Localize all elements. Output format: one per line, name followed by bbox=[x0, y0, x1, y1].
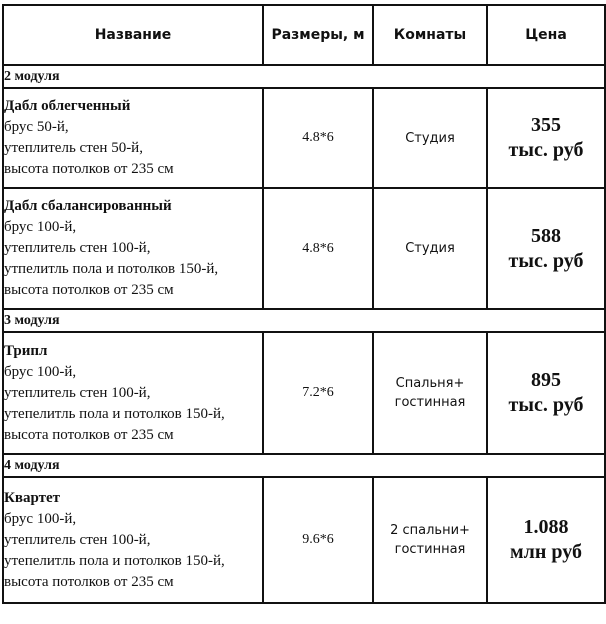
section-title: 4 модуля bbox=[3, 454, 605, 477]
house-title: Трипл bbox=[4, 342, 48, 359]
house-size: 4.8*6 bbox=[263, 88, 373, 188]
house-size: 7.2*6 bbox=[263, 332, 373, 454]
house-price bbox=[487, 332, 605, 454]
section-row bbox=[3, 309, 605, 332]
house-rooms bbox=[373, 477, 487, 603]
spec-line: высота потолков от 235 см bbox=[4, 573, 174, 590]
rooms-line: гостинная bbox=[394, 395, 466, 410]
header-name: Название bbox=[3, 5, 263, 65]
section-row bbox=[3, 65, 605, 88]
house-title: Квартет bbox=[4, 489, 61, 506]
house-rooms bbox=[373, 88, 487, 188]
price-value: 1.088 bbox=[523, 516, 569, 538]
header-size: Размеры, м bbox=[263, 5, 373, 65]
spec-line: высота потолков от 235 см bbox=[4, 161, 174, 177]
house-description bbox=[3, 477, 263, 603]
rooms-line: Студия bbox=[405, 241, 455, 256]
spec-line: высота потолков от 235 см bbox=[4, 426, 174, 443]
table-row bbox=[3, 188, 605, 309]
house-description bbox=[3, 88, 263, 188]
spec-line: утеплитель стен 100-й, bbox=[4, 531, 151, 548]
price-value: 895 bbox=[531, 369, 561, 391]
house-size: 9.6*6 bbox=[263, 477, 373, 603]
house-rooms bbox=[373, 188, 487, 309]
rooms-line: 2 спальни+ bbox=[390, 523, 470, 538]
spec-line: утепелитль пола и потолков 150-й, bbox=[4, 552, 225, 569]
table-row bbox=[3, 332, 605, 454]
section-title: 3 модуля bbox=[3, 309, 605, 332]
table-row bbox=[3, 88, 605, 188]
price-unit: тыс. руб bbox=[508, 249, 584, 272]
spec-line: брус 50-й, bbox=[4, 119, 69, 135]
header-price: Цена bbox=[487, 5, 605, 65]
spec-line: брус 100-й, bbox=[4, 363, 77, 380]
price-unit: тыс. руб bbox=[508, 394, 584, 416]
header-rooms: Комнаты bbox=[373, 5, 487, 65]
section-row bbox=[3, 454, 605, 477]
spec-line: утепелитль пола и потолков 150-й, bbox=[4, 405, 225, 422]
spec-line: утеплитель стен 50-й, bbox=[4, 140, 143, 156]
house-price bbox=[487, 188, 605, 309]
table-row bbox=[3, 477, 605, 603]
price-unit: тыс. руб bbox=[508, 139, 584, 161]
spec-line: брус 100-й, bbox=[4, 219, 77, 235]
rooms-line: гостинная bbox=[394, 542, 466, 557]
house-description bbox=[3, 188, 263, 309]
house-size: 4.8*6 bbox=[263, 188, 373, 309]
section-title: 2 модуля bbox=[3, 65, 605, 88]
house-title: Дабл облегченный bbox=[4, 98, 131, 114]
house-title: Дабл сбалансированный bbox=[4, 198, 172, 214]
house-rooms bbox=[373, 332, 487, 454]
spec-line: брус 100-й, bbox=[4, 510, 77, 527]
price-value: 588 bbox=[531, 224, 561, 247]
spec-line: утпелитль пола и потолков 150-й, bbox=[4, 261, 219, 277]
rooms-line: Студия bbox=[405, 130, 455, 146]
price-unit: млн руб bbox=[510, 541, 582, 563]
spec-line: высота потолков от 235 см bbox=[4, 282, 174, 298]
house-price bbox=[487, 88, 605, 188]
spec-line: утеплитель стен 100-й, bbox=[4, 240, 151, 256]
house-price bbox=[487, 477, 605, 603]
price-value: 355 bbox=[531, 114, 561, 136]
spec-line: утеплитель стен 100-й, bbox=[4, 384, 151, 401]
header-row bbox=[3, 5, 605, 65]
price-table bbox=[2, 4, 606, 604]
house-description bbox=[3, 332, 263, 454]
rooms-line: Спальня+ bbox=[395, 376, 465, 391]
